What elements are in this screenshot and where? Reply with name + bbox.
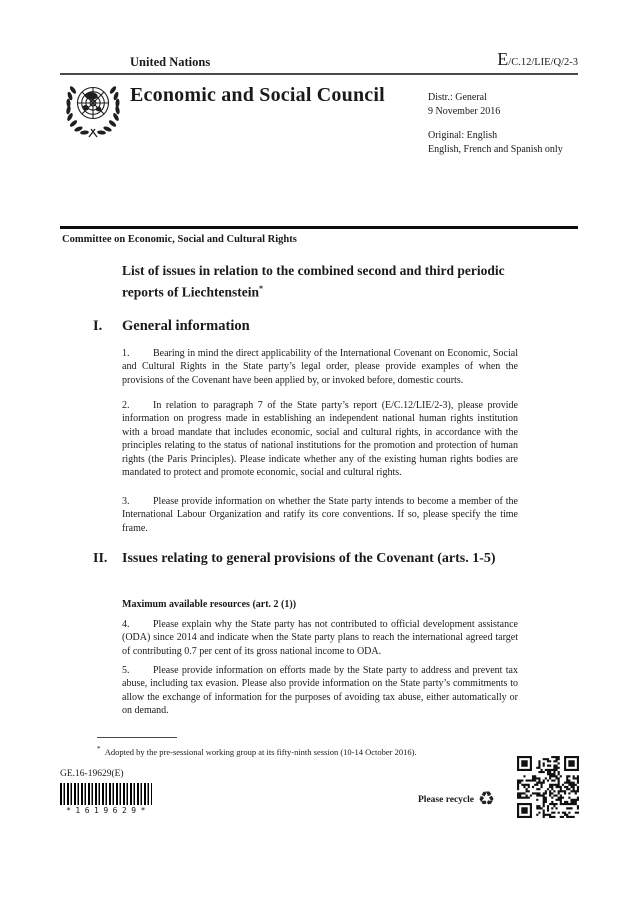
ge-number: GE.16-19629(E) — [60, 769, 124, 779]
paragraph-number: 1. — [122, 348, 130, 359]
paragraph-text: Please explain why the State party has not contributed to official development assistance (ODA) since 2014 and indicate when the State party plans to reach the international agreed target of contributing 0.7 per cent of its gross national income to ODA. — [122, 619, 518, 657]
paragraph-number: 3. — [122, 496, 130, 507]
doc-symbol-rest: /C.12/LIE/Q/2-3 — [508, 57, 578, 68]
paragraph-text: Please provide information on efforts made by the State party to address and prevent tax abuse, including tax evasion. Please also provide information on the State party’s commitments to allow the exchange of information for the purposes of avoiding tax abuse, either automatically or on demand. — [122, 665, 518, 717]
section-title: General information — [122, 318, 250, 334]
paragraph-3 — [122, 495, 518, 535]
footnote-text: Adopted by the pre-sessional working group at its fifty-ninth session (10-14 October 2016). — [104, 746, 417, 757]
council-title: Economic and Social Council — [130, 84, 385, 106]
title-footnote-marker: * — [258, 283, 263, 293]
footnote-block — [97, 737, 517, 757]
footnote-rule — [97, 737, 177, 738]
org-name: United Nations — [130, 55, 211, 69]
doc-symbol-initial: E — [497, 49, 509, 69]
divider-rule — [60, 226, 578, 229]
section-heading-1 — [93, 318, 250, 335]
paragraph-number: 5. — [122, 665, 130, 676]
recycle-icon: ♻ — [478, 788, 496, 810]
header-rule — [60, 73, 578, 75]
subsection-heading: Maximum available resources (art. 2 (1)) — [122, 599, 297, 610]
document-title-text: List of issues in relation to the combined second and third periodic reports of Liechtenstein — [122, 263, 505, 299]
section-title: Issues relating to general provisions of the Covenant (arts. 1-5) — [122, 551, 496, 566]
doc-symbol — [497, 49, 578, 70]
distribution-block — [428, 91, 563, 157]
paragraph-5 — [122, 664, 518, 718]
date-line: 9 November 2016 — [428, 106, 501, 117]
qr-code-icon — [517, 756, 579, 818]
paragraph-text: In relation to paragraph 7 of the State party’s report (E/C.12/LIE/2-3), please provide information on progress made in establishing an independent national human rights institution with a broad mandate that includes economic, social and cultural rights, in accordance with the principles relating to the status of national institutions for the promotion and protection of human rights (the Paris Principles). Please indicate whether any of the existing human rights bodies are mandated to protect and promote economic, social and cultural rights. — [122, 400, 518, 479]
paragraph-number: 2. — [122, 400, 130, 411]
section-heading-2 — [93, 549, 528, 569]
paragraph-text: Bearing in mind the direct applicability of the International Covenant on Economic, Social and Cultural Rights in the State party’s legal order, please provide examples of when the provisions of the Covenant have been applied by, or invoked before, domestic courts. — [122, 348, 518, 386]
section-numeral: I. — [93, 318, 103, 334]
document-title — [122, 262, 517, 301]
footnote-marker: * — [97, 745, 101, 753]
distr-line: Distr.: General — [428, 92, 487, 103]
recycle-notice — [418, 790, 495, 809]
un-emblem-icon — [61, 77, 125, 141]
paragraph-4 — [122, 618, 518, 658]
section-numeral: II. — [93, 551, 108, 566]
committee-heading: Committee on Economic, Social and Cultural Rights — [62, 234, 297, 245]
original-language-line: Original: English — [428, 130, 498, 141]
paragraph-1 — [122, 347, 518, 387]
recycle-label: Please recycle — [418, 794, 474, 805]
footnote — [97, 744, 517, 757]
paragraph-text: Please provide information on whether the State party intends to become a member of the International Labour Organization and ratify its core conventions. If so, please specify the time frame. — [122, 496, 518, 534]
paragraph-number: 4. — [122, 619, 130, 630]
languages-line: English, French and Spanish only — [428, 144, 563, 155]
barcode-text: *1619629* — [66, 806, 150, 815]
paragraph-2 — [122, 399, 518, 479]
barcode — [60, 783, 152, 805]
